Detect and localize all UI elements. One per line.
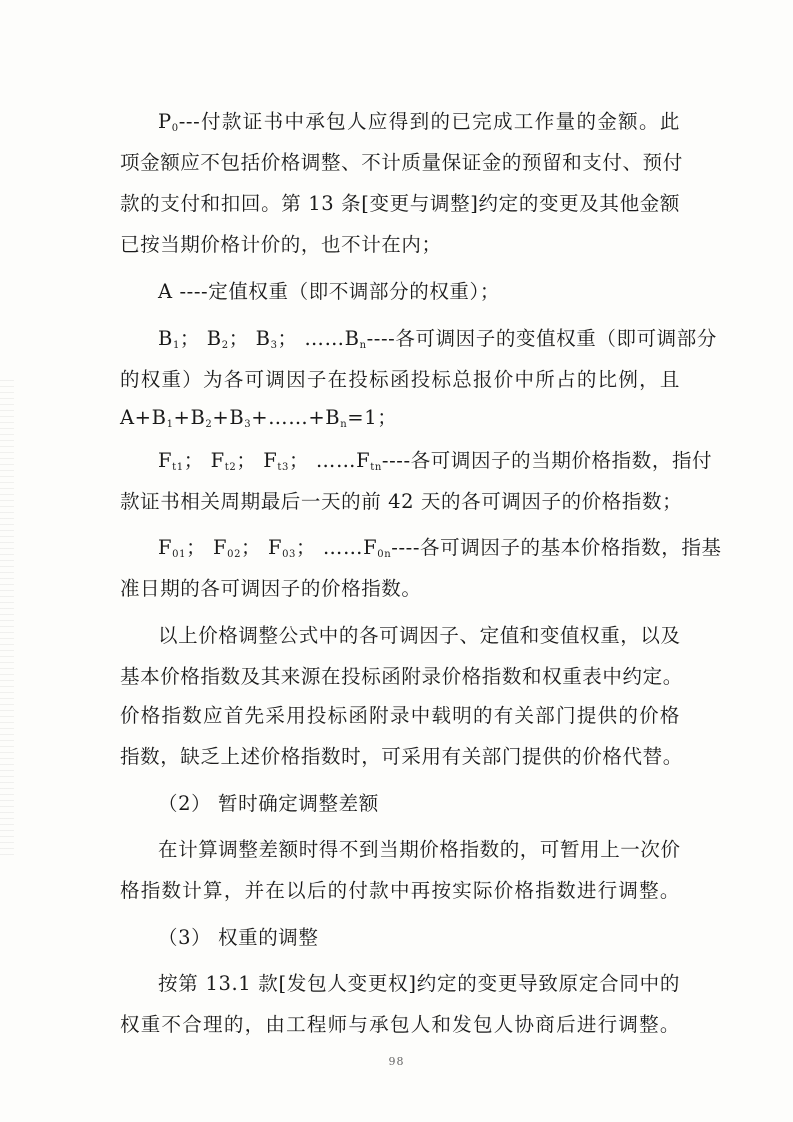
- subscript-text: 3: [270, 340, 278, 351]
- text-line-7: [120, 368, 680, 392]
- text-line-13: [158, 624, 680, 648]
- line-text-segment: ； F: [183, 449, 225, 472]
- line-text-segment: （3） 权重的调整: [158, 926, 319, 949]
- line-text-segment: ---付款证书中承包人应得到的已完成工作量的金额。此: [178, 110, 680, 133]
- subscript-text: t2: [224, 462, 237, 473]
- line-text-segment: 价格指数应首先采用投标函附录中载明的有关部门提供的价格: [120, 704, 680, 727]
- subscript-text: tn: [370, 462, 382, 473]
- subscript-text: t3: [277, 462, 289, 473]
- line-text-segment: 款的支付和扣回。第 13 条[变更与调整]约定的变更及其他金额: [120, 192, 680, 215]
- subscript-text: 3: [244, 419, 252, 430]
- line-text-segment: B: [158, 327, 173, 350]
- text-line-11: [158, 536, 722, 560]
- line-text-segment: 准日期的各可调因子的价格指数。: [120, 577, 422, 600]
- line-text-segment: ； ……F: [296, 536, 378, 559]
- text-line-16: [120, 745, 683, 769]
- subscript-text: 02: [227, 549, 242, 560]
- line-text-segment: 指数，缺乏上述价格指数时，可采用有关部门提供的价格代替。: [120, 745, 683, 768]
- line-text-segment: 的权重）为各可调因子在投标函投标总报价中所占的比例，且: [120, 368, 680, 391]
- text-line-1: [158, 110, 680, 134]
- line-text-segment: +B: [173, 406, 206, 429]
- subscript-text: 03: [282, 549, 297, 560]
- line-text-segment: ； F: [241, 536, 283, 559]
- line-text-segment: F: [158, 536, 173, 559]
- text-line-2: [120, 151, 683, 175]
- subscript-text: 1: [166, 419, 174, 430]
- subscript-text: n: [340, 419, 348, 430]
- line-text-segment: +……+B: [251, 406, 341, 429]
- text-line-12: [120, 577, 680, 601]
- subscript-text: 0n: [377, 549, 392, 560]
- text-line-6: [158, 327, 717, 351]
- text-line-3: [120, 192, 680, 216]
- section-heading-3: [158, 926, 680, 950]
- line-text-segment: 项金额应不包括价格调整、不计质量保证金的预留和支付、预付: [120, 151, 683, 174]
- line-text-segment: P: [158, 110, 172, 133]
- line-text-segment: 基本价格指数及其来源在投标函附录价格指数和权重表中约定。: [120, 665, 683, 688]
- text-line-9: [158, 449, 713, 473]
- line-text-segment: ----各可调因子的当期价格指数，指付: [381, 449, 713, 472]
- line-text-segment: ----各可调因子的基本价格指数，指基: [391, 536, 722, 559]
- line-text-segment: =1；: [347, 406, 398, 429]
- line-text-segment: 格指数计算，并在以后的付款中再按实际价格指数进行调整。: [120, 879, 680, 902]
- text-line-21: [158, 972, 680, 996]
- line-text-segment: ； ……F: [288, 449, 371, 472]
- line-text-segment: A+B: [120, 406, 167, 429]
- subscript-text: t1: [172, 462, 184, 473]
- section-heading-2: [158, 792, 680, 816]
- line-text-segment: A ----定值权重（即不调部分的权重）；: [158, 280, 500, 303]
- line-text-segment: ----各可调因子的变值权重（即可调部分: [366, 327, 717, 350]
- line-text-segment: +B: [212, 406, 245, 429]
- text-line-4: [120, 233, 680, 257]
- subscript-text: n: [359, 340, 367, 351]
- text-line-14: [120, 665, 683, 689]
- line-text-segment: ； B: [179, 327, 222, 350]
- subscript-text: 2: [221, 340, 229, 351]
- subscript-text: 0: [171, 123, 179, 134]
- page-number: 98: [388, 1055, 405, 1068]
- line-text-segment: ； B: [228, 327, 271, 350]
- line-text-segment: F: [158, 449, 173, 472]
- text-line-15: [120, 704, 680, 728]
- scan-edge-artifact: [0, 380, 14, 860]
- line-text-segment: 款证书相关周期最后一天的前 42 天的各可调因子的价格指数；: [120, 490, 683, 513]
- line-text-segment: ； F: [236, 449, 278, 472]
- line-text-segment: 已按当期价格计价的，也不计在内；: [120, 233, 442, 256]
- line-text-segment: （2） 暂时确定调整差额: [158, 792, 379, 815]
- text-line-22: [120, 1013, 680, 1037]
- text-line-18: [158, 838, 680, 862]
- subscript-text: 1: [172, 340, 180, 351]
- line-text-segment: ； F: [186, 536, 228, 559]
- line-text-segment: 以上价格调整公式中的各可调因子、定值和变值权重，以及: [158, 624, 681, 647]
- subscript-text: 01: [172, 549, 187, 560]
- text-line-10: [120, 490, 683, 514]
- line-text-segment: ； ……B: [277, 327, 360, 350]
- line-text-segment: 在计算调整差额时得不到当期价格指数的，可暂用上一次价: [158, 838, 681, 861]
- text-line-5: [158, 280, 680, 304]
- subscript-text: 2: [205, 419, 213, 430]
- line-text-segment: 权重不合理的，由工程师与承包人和发包人协商后进行调整。: [120, 1013, 680, 1036]
- text-line-8: [120, 406, 680, 430]
- text-line-19: [120, 879, 680, 903]
- line-text-segment: 按第 13.1 款[发包人变更权]约定的变更导致原定合同中的: [158, 972, 680, 995]
